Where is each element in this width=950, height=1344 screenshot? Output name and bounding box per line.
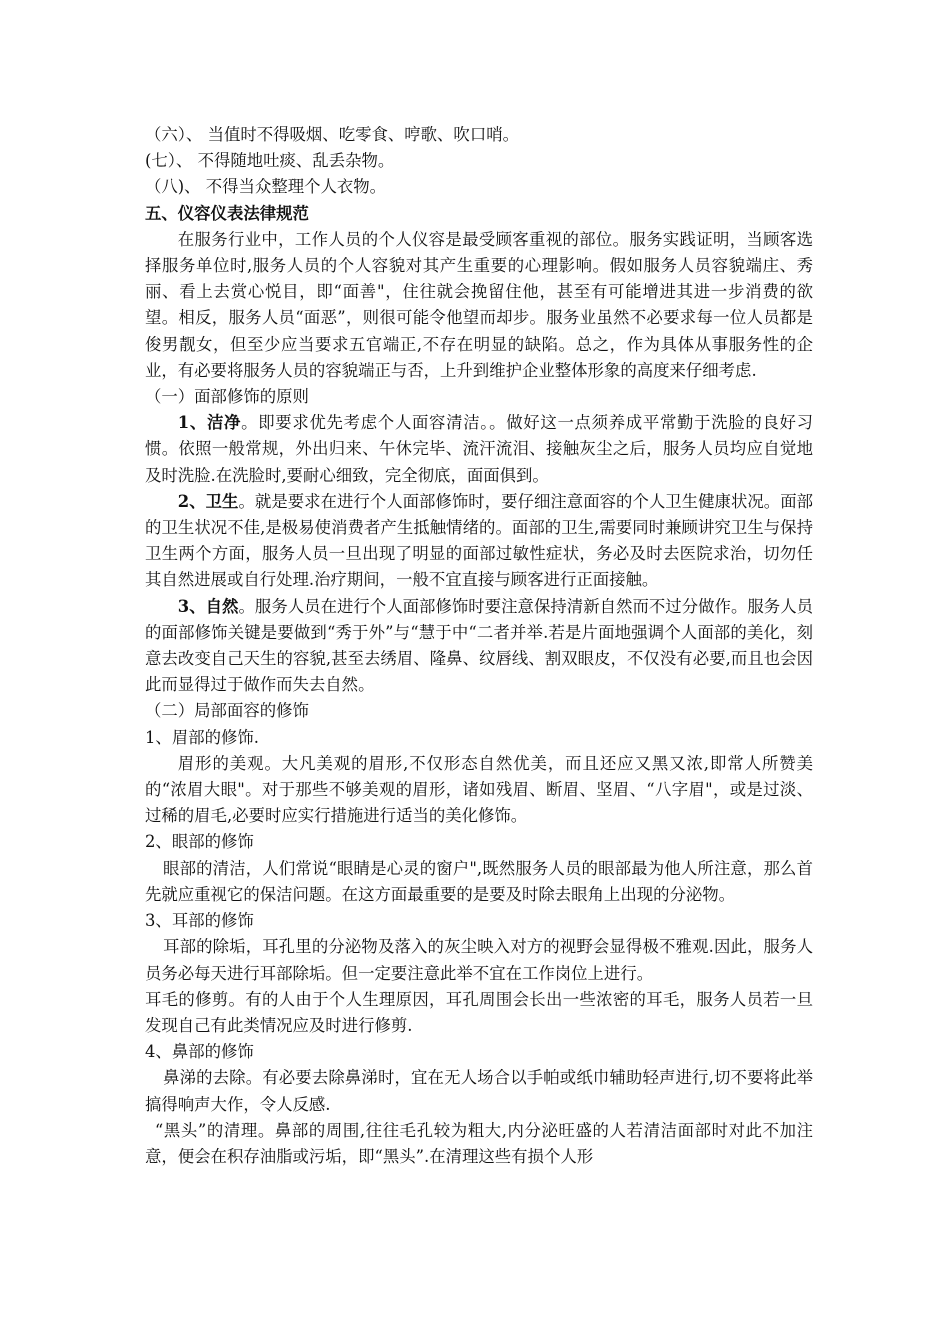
principle-natural-lead: 3、自然 (177, 596, 239, 616)
principle-natural (145, 594, 813, 699)
eyebrow-text: 眉形的美观。大凡美观的眉形,不仅形态自然优美，而且还应又黑又浓,即常人所赞美的“浓眉大眼"。对于那些不够美观的眉形，诸如残眉、断眉、坚眉、“八字眉"，或是过淡、过稀的眉毛,必要时应实行措施进行适当的美化修饰。 (145, 753, 813, 826)
principle-cleanliness-text: 。即要求优先考虑个人面容清洁。。做好这一点须养成平常勤于洗脸的良好习惯。依照一般常规，外出归来、午休完毕、流汗流泪、接触灰尘之后，服务人员均应自觉地及时洗脸.在洗脸时,要耐心细致，完全彻底，面面俱到。 (145, 413, 813, 485)
principle-cleanliness-lead: 1、洁净 (177, 413, 242, 433)
eyebrow-heading: 1、眉部的修饰. (145, 727, 259, 747)
principle-hygiene-lead: 2、卫生 (177, 491, 239, 511)
principle-cleanliness (145, 410, 813, 489)
rule-item-8: （八)、 不得当众整理个人衣物。 (145, 177, 387, 197)
principle-natural-text: 。服务人员在进行个人面部修饰时要注意保持清新自然而不过分做作。服务人员的面部修饰关键是要做到“秀于外”与“慧于中“二者并举.若是片面地强调个人面部的美化，刻意去改变自己天生的容貌,甚至去绣眉、隆鼻、纹唇线、割双眼皮，不仅没有必要,而且也会因此而显得过于做作而失去自然。 (145, 596, 814, 695)
subsection-1-title: （一）面部修饰的原则 (145, 387, 309, 407)
eye-text: 眼部的清洁，人们常说“眼睛是心灵的窗户",既然服务人员的眼部最为他人所注意，那么首先就应重视它的保洁问题。在这方面最重要的是要及时除去眼角上出现的分泌物。 (145, 858, 813, 904)
rule-item-6: （六）、 当值时不得吸烟、吃零食、哼歌、吹口哨。 (145, 125, 519, 144)
principle-hygiene-text: 。就是要求在进行个人面部修饰时，要仔细注意面容的个人卫生健康状况。面部的卫生状况不佳,是极易使消费者产生抵触情绪的。面部的卫生,需要同时兼顾讲究卫生与保持卫生两个方面，服务人员一旦出现了明显的面部过敏性症状，务必及时去医院求治，切勿任其自然进展或自行处理.治疗期间，一般不宜直接与顾客进行正面接触。 (145, 491, 814, 590)
ear-text-cleaning: 耳部的除垢，耳孔里的分泌物及落入的灰尘映入对方的视野会显得极不雅观.因此，服务人员务必每天进行耳部除垢。但一定要注意此举不宜在工作岗位上进行。 (145, 937, 813, 983)
ear-text-hair: 耳毛的修剪。有的人由于个人生理原因，耳孔周围会长出一些浓密的耳毛，服务人员若一旦发现自己有此类情况应及时进行修剪. (145, 989, 813, 1035)
nose-heading: 4、鼻部的修饰 (145, 1042, 254, 1062)
subsection-2-title: （二）局部面容的修饰 (145, 701, 309, 721)
document-page (145, 122, 813, 1170)
nose-text-blackhead: “黑头”的清理。鼻部的周围,往往毛孔较为粗大,内分泌旺盛的人若清洁面部时对此不加注意，便会在积存油脂或污垢，即“黑头”.在清理这些有损个人形 (145, 1120, 813, 1166)
rule-item-7: (七）、 不得随地吐痰、乱丢杂物。 (145, 151, 395, 171)
section-5-title: 五、仪容仪表法律规范 (145, 203, 309, 223)
eye-heading: 2、眼部的修饰 (145, 832, 254, 852)
nose-text-mucus: 鼻涕的去除。有必要去除鼻涕时，宜在无人场合以手帕或纸巾辅助轻声进行,切不要将此举搞得响声大作，令人反感. (145, 1068, 813, 1114)
principle-hygiene (145, 489, 813, 594)
ear-heading: 3、耳部的修饰 (145, 911, 254, 931)
section-5-intro: 在服务行业中，工作人员的个人仪容是最受顾客重视的部位。服务实践证明，当顾客选择服务单位时,服务人员的个人容貌对其产生重要的心理影响。假如服务人员容貌端庄、秀丽、看上去赏心悦目，即“面善"，住往就会挽留住他，甚至有可能增进其进一步消费的欲望。相反，服务人员“面恶”，则很可能令他望而却步。服务业虽然不必要求每一位人员都是俊男靓女，但至少应当要求五官端正,不存在明显的缺陷。总之，作为具体从事服务性的企业，有必要将服务人员的容貌端正与否，上升到维护企业整体形象的高度来仔细考虑. (145, 229, 813, 380)
